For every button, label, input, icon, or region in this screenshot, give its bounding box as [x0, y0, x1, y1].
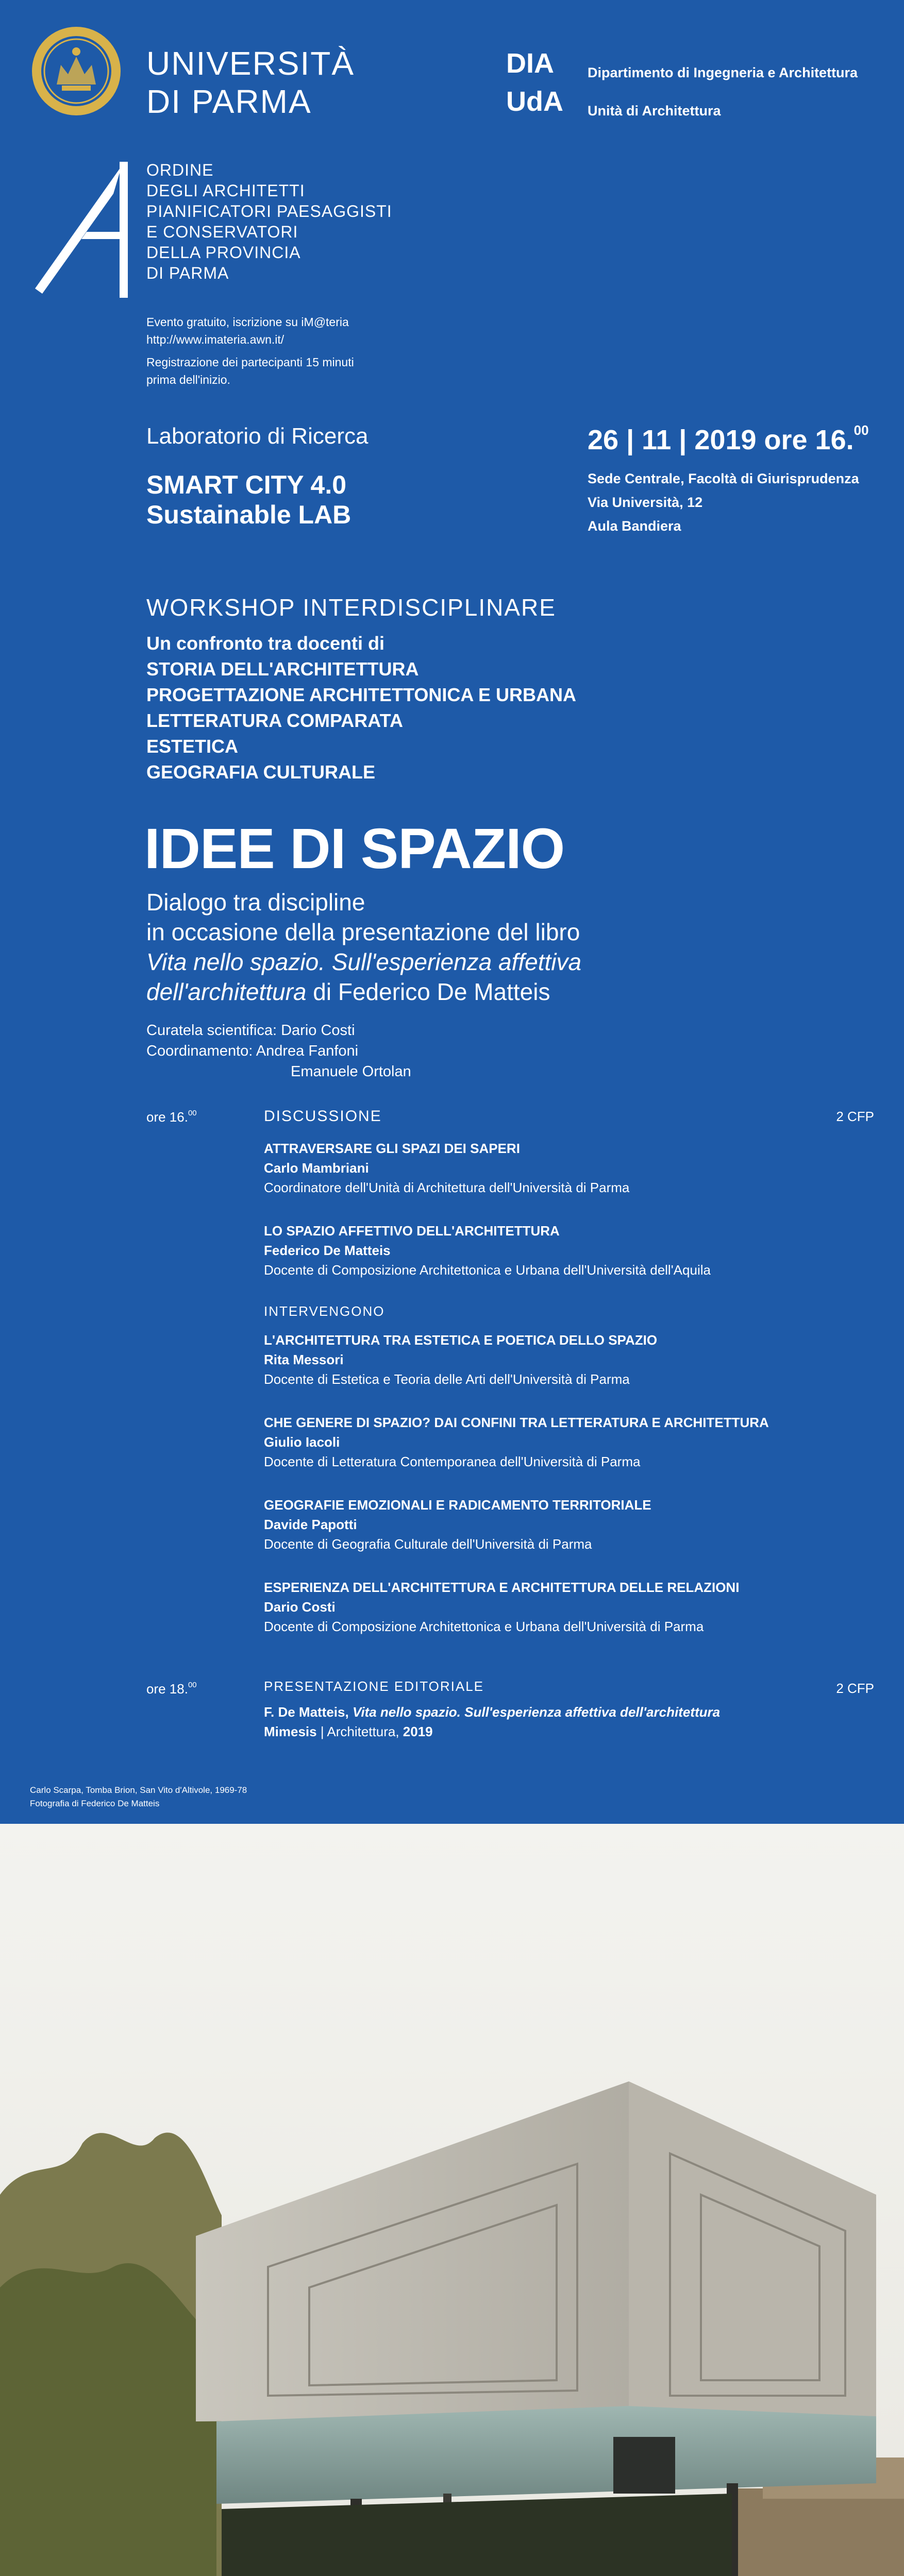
program-item: CHE GENERE DI SPAZIO? DAI CONFINI TRA LETTERATURA E ARCHITETTURA Giulio Iacoli Docente di Letteratura Contemporanea dell'Università di Parma — [264, 1415, 769, 1469]
imateria-link[interactable]: http://www.imateria.awn.it/ — [146, 333, 284, 346]
workshop-heading: WORKSHOP INTERDISCIPLINARE — [146, 594, 556, 621]
cfp-badge: 2 CFP — [836, 1109, 874, 1124]
workshop-disciplines: Un confronto tra docenti di STORIA DELL'ARCHITETTURA PROGETTAZIONE ARCHITETTONICA E URBANA LETTERATURA COMPARATA ESTETICA GEOGRAFIA CULTURALE — [146, 633, 576, 783]
department-name: Dipartimento di Ingegneria e Architettura Unità di Architettura — [588, 65, 858, 118]
program-item: L'ARCHITETTURA TRA ESTETICA E POETICA DELLO SPAZIO Rita Messori Docente di Estetica e Teoria delle Arti dell'Università di Parma — [264, 1332, 658, 1387]
event-venue: Sede Centrale, Facoltà di Giurisprudenza Via Università, 12 Aula Bandiera — [588, 471, 859, 534]
program-item: LO SPAZIO AFFETTIVO DELL'ARCHITETTURA Federico De Matteis Docente di Composizione Architettonica e Urbana dell'Università dell'Aquila — [264, 1223, 711, 1278]
lab-label: Laboratorio di Ricerca — [146, 423, 369, 449]
page-title: IDEE DI SPAZIO — [144, 817, 565, 880]
photo-credit: Carlo Scarpa, Tomba Brion, San Vito d'Altivole, 1969-78 Fotografia di Federico De Matteis — [30, 1785, 247, 1808]
brion-pavilion-photo — [0, 1824, 904, 2576]
ordine-name: ORDINE DEGLI ARCHITETTI PIANIFICATORI PAESAGGISTI E CONSERVATORI DELLA PROVINCIA DI PARMA — [146, 161, 392, 282]
book-presentation: F. De Matteis, Vita nello spazio. Sull'esperienza affettiva dell'architettura Mimesis | Architettura, 2019 — [264, 1704, 721, 1739]
program-item: GEOGRAFIE EMOZIONALI E RADICAMENTO TERRITORIALE Davide Papotti Docente di Geografia Culturale dell'Università di Parma — [264, 1497, 651, 1552]
session-time: ore 18.00 — [146, 1681, 197, 1697]
lab-title: SMART CITY 4.0 Sustainable LAB — [146, 470, 351, 529]
interventions-label: INTERVENGONO — [264, 1303, 385, 1319]
cfp-badge: 2 CFP — [836, 1681, 874, 1696]
event-date: 26 | 11 | 2019 ore 16.00 — [588, 422, 869, 455]
session-label: PRESENTAZIONE EDITORIALE — [264, 1679, 484, 1694]
university-seal-icon — [30, 25, 123, 117]
curators: Curatela scientifica: Dario Costi Coordinamento: Andrea Fanfoni Emanuele Ortolan — [146, 1022, 411, 1080]
workshop-subtitle: Dialogo tra discipline in occasione della presentazione del libro Vita nello spazio. Sull'esperienza affettiva dell'architettura di Federico De Matteis — [146, 889, 582, 1005]
ordine-architetti-logo-icon — [31, 162, 139, 298]
session-time: ore 16.00 — [146, 1109, 197, 1125]
session-label: DISCUSSIONE — [264, 1108, 382, 1125]
event-registration-info: Evento gratuito, iscrizione su iM@teria http://www.imateria.awn.it/ Registrazione dei partecipanti 15 minuti prima dell'inizio. — [146, 315, 354, 386]
program-item: ESPERIENZA DELL'ARCHITETTURA E ARCHITETTURA DELLE RELAZIONI Dario Costi Docente di Composizione Architettonica e Urbana dell'Università di Parma — [264, 1580, 740, 1634]
department-abbreviation: DIA UdA — [506, 48, 563, 117]
university-name: UNIVERSITÀ DI PARMA — [146, 45, 355, 120]
program-item: ATTRAVERSARE GLI SPAZI DEI SAPERI Carlo Mambriani Coordinatore dell'Unità di Architettura dell'Università di Parma — [264, 1141, 630, 1195]
